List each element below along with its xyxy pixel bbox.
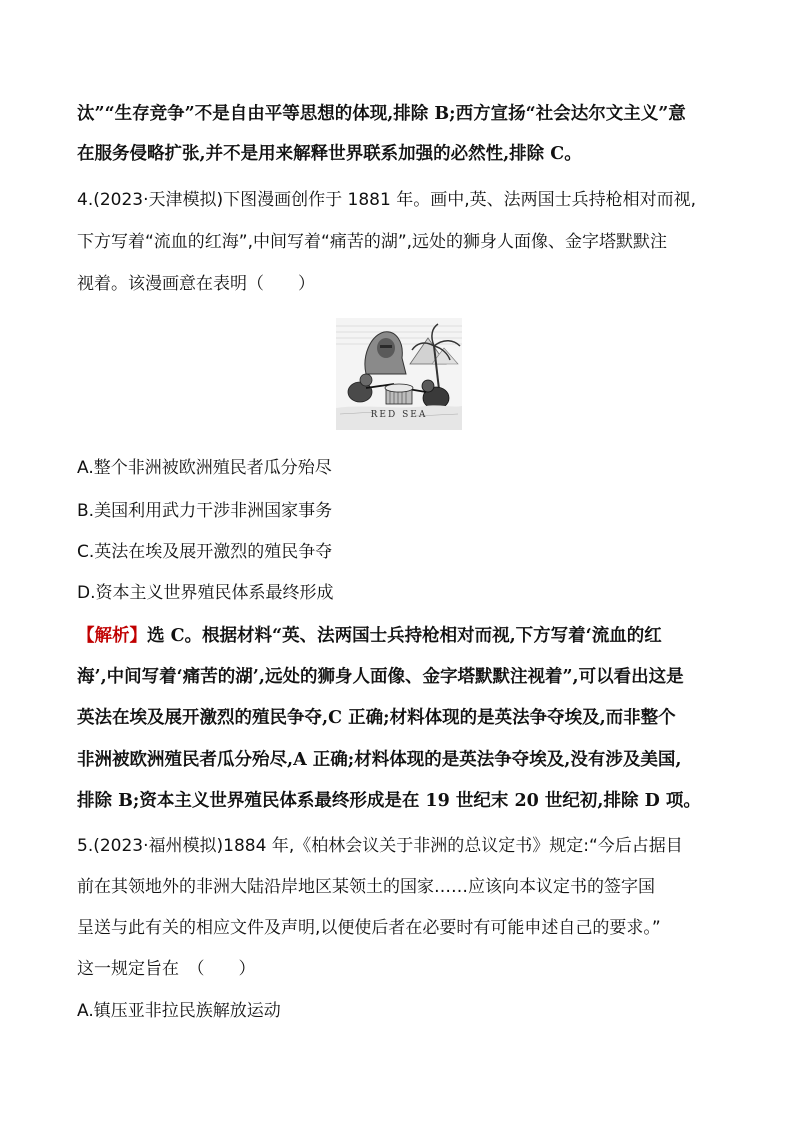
- q4-stem-line-2: 下方写着“流血的红海”,中间写着“痛苦的湖”,远处的狮身人面像、金字塔默默注: [77, 232, 668, 252]
- q4-option-d: D.资本主义世界殖民体系最终形成: [77, 583, 334, 603]
- q5-option-a: A.镇压亚非拉民族解放运动: [77, 1001, 281, 1021]
- prev-analysis-line-1: 汰”“生存竞争”不是自由平等思想的体现,排除 B;西方宣扬“社会达尔文主义”意: [77, 104, 686, 124]
- q4-analysis-line-3: 英法在埃及展开激烈的殖民争夺,C 正确;材料体现的是英法争夺埃及,而非整个: [77, 708, 676, 728]
- q4-option-a: A.整个非洲被欧洲殖民者瓜分殆尽: [77, 458, 332, 478]
- q4-option-b: B.美国利用武力干涉非洲国家事务: [77, 501, 333, 521]
- q4-stem-line-1: 4.(2023·天津模拟)下图漫画创作于 1881 年。画中,英、法两国士兵持枪相对而视,: [77, 190, 697, 210]
- q4-analysis-line-1: [77, 628, 662, 646]
- q4-analysis-line-5: 排除 B;资本主义世界殖民体系最终形成是在 19 世纪末 20 世纪初,排除 D 项。: [77, 791, 701, 811]
- q5-stem-line-3: 呈送与此有关的相应文件及声明,以便使后者在必要时有可能申述自己的要求。”: [77, 918, 661, 938]
- q4-option-c: C.英法在埃及展开激烈的殖民争夺: [77, 542, 333, 562]
- q4-stem-line-3: 视着。该漫画意在表明（ ）: [77, 274, 315, 294]
- cartoon-caption: RED SEA: [370, 410, 428, 420]
- q4-analysis-text-1: 选 C。根据材料“英、法两国士兵持枪相对而视,下方写着‘流血的红: [147, 626, 662, 646]
- q5-stem-line-4: 这一规定旨在 （ ）: [77, 959, 256, 979]
- q5-stem-line-2: 前在其领地外的非洲大陆沿岸地区某领土的国家……应该向本议定书的签字国: [77, 877, 655, 897]
- cartoon-illustration: [336, 318, 462, 430]
- analysis-tag: 【解析】: [77, 626, 147, 646]
- q4-analysis-line-2: 海’,中间写着‘痛苦的湖’,远处的狮身人面像、金字塔默默注视着”,可以看出这是: [77, 667, 684, 687]
- q4-analysis-line-4: 非洲被欧洲殖民者瓜分殆尽,A 正确;材料体现的是英法争夺埃及,没有涉及美国,: [77, 750, 682, 770]
- q5-stem-line-1: 5.(2023·福州模拟)1884 年,《柏林会议关于非洲的总议定书》规定:“今后占据目: [77, 836, 683, 856]
- prev-analysis-line-2: 在服务侵略扩张,并不是用来解释世界联系加强的必然性,排除 C。: [77, 144, 582, 164]
